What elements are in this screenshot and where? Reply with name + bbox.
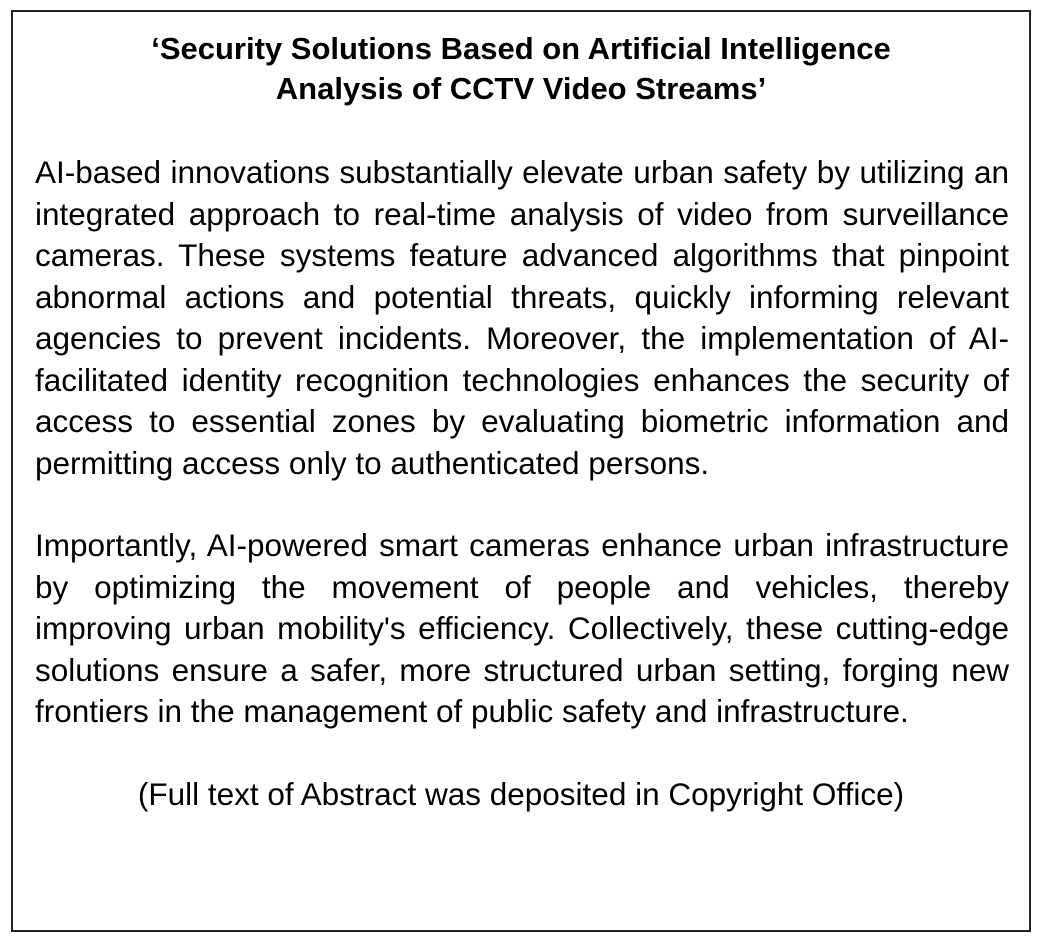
title-line-1: ‘Security Solutions Based on Artificial Intelligence (151, 31, 891, 66)
title-line-2: Analysis of CCTV Video Streams’ (275, 71, 767, 106)
abstract-title (33, 29, 1009, 109)
abstract-paragraph-2: Importantly, AI-powered smart cameras enhance urban infrastructure by optimizing the movement of people and vehicles, thereby improving urban mobility's efficiency. Collectively, these cutting-edge solutions ensure a safer, more structured urban setting, forging new frontiers in the management of public safety and infrastructure. (35, 527, 1009, 729)
abstract-box (11, 10, 1031, 932)
deposit-note: (Full text of Abstract was deposited in Copyright Office) (137, 775, 905, 812)
abstract-paragraph-1: AI-based innovations substantially elevate urban safety by utilizing an integrated approach to real-time analysis of video from surveillance cameras. These systems feature advanced algorithms that pinpoint abnormal actions and potential threats, quickly informing relevant agencies to prevent incidents. Moreover, the implementation of AI-facilitated identity recognition technologies enhances the security of access to essential zones by evaluating biometric information and permitting access only to authenticated persons. (35, 154, 1009, 481)
